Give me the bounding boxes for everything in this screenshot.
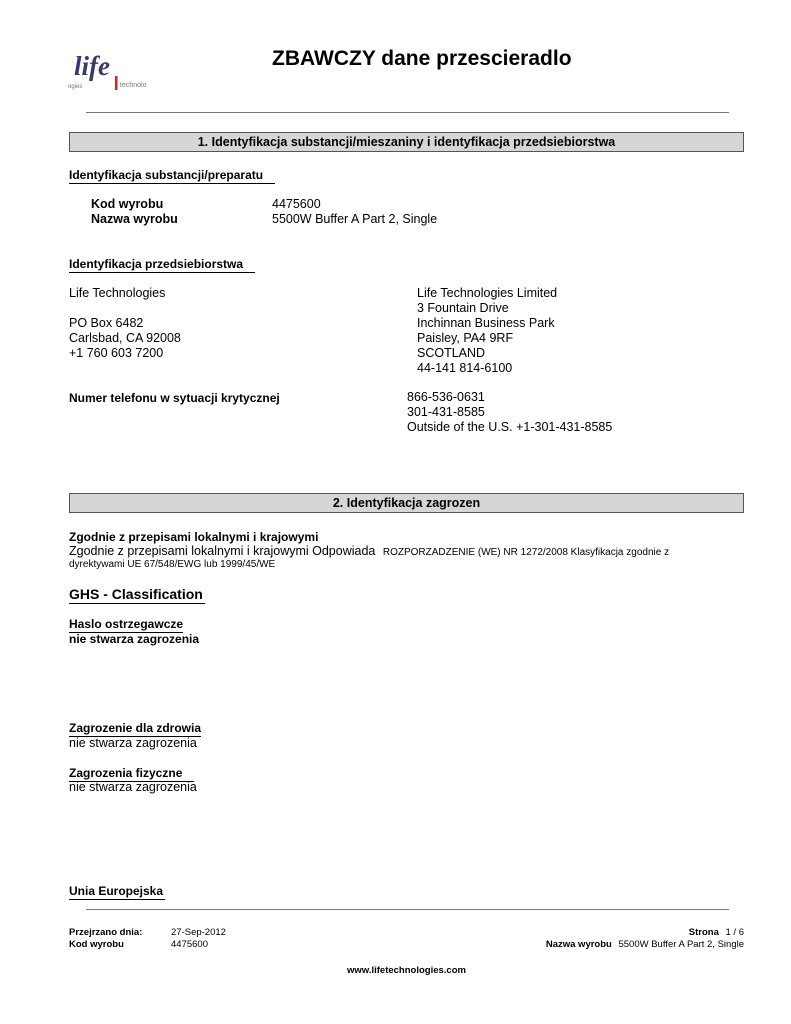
company-address-right xyxy=(417,286,557,376)
company-right-line: Inchinnan Business Park xyxy=(417,316,555,330)
company-left-line: +1 760 603 7200 xyxy=(69,346,164,360)
logo-sub-right: technolo xyxy=(120,82,147,89)
eu-heading: Unia Europejska xyxy=(69,884,164,898)
emergency-number: Outside of the U.S. +1-301-431-8585 xyxy=(407,420,613,434)
physical-hazard-heading: Zagrozenia fizyczne xyxy=(69,766,194,780)
footer-name-value: 5500W Buffer A Part 2, Single xyxy=(618,939,744,950)
emergency-phone-numbers xyxy=(407,390,612,435)
footer-divider xyxy=(86,909,729,910)
company-left-spacer xyxy=(69,301,181,316)
section1-heading: 1. Identyfikacja substancji/mieszaniny i identyfikacja przedsiebiorstwa xyxy=(69,132,744,152)
product-code-label: Kod wyrobu xyxy=(91,197,164,211)
footer-name-label: Nazwa wyrobu xyxy=(545,939,612,950)
footer-page-info xyxy=(689,927,744,939)
regulations-text: Zgodnie z przepisami lokalnymi i krajowymi Odpowiada ROZPORZADZENIE (WE) NR 1272/2008 Klasyfikacja zgodnie z xyxy=(69,544,670,558)
health-hazard-value: nie stwarza zagrozenia xyxy=(69,736,197,750)
company-left-line: Life Technologies xyxy=(69,286,166,300)
footer-page-value: 1 / 6 xyxy=(725,927,744,938)
regulations-heading: Zgodnie z przepisami lokalnymi i krajowymi xyxy=(69,530,319,544)
company-right-line: SCOTLAND xyxy=(417,346,486,360)
physical-hazard-value: nie stwarza zagrozenia xyxy=(69,780,197,794)
ghs-heading: GHS - Classification xyxy=(69,586,203,602)
substance-heading: Identyfikacja substancji/preparatu xyxy=(69,168,275,182)
footer-product-name xyxy=(546,939,744,951)
emergency-phone-label: Numer telefonu w sytuacji krytycznej xyxy=(69,391,280,405)
footer-revised-value: 27-Sep-2012 xyxy=(171,927,226,938)
company-right-line: 44-141 814-6100 xyxy=(417,361,513,375)
company-address-left xyxy=(69,286,181,361)
logo-word: life xyxy=(74,51,110,81)
product-code-value: 4475600 xyxy=(272,197,321,211)
signal-word-heading: Haslo ostrzegawcze xyxy=(69,617,184,631)
company-right-line: 3 Fountain Drive xyxy=(417,301,509,315)
regulations-text-line2: dyrektywami UE 67/548/EWG lub 1999/45/WE xyxy=(69,559,276,570)
section2-heading: 2. Identyfikacja zagrozen xyxy=(69,493,744,513)
company-left-line: PO Box 6482 xyxy=(69,316,144,330)
company-left-line: Carlsbad, CA 92008 xyxy=(69,331,181,345)
company-right-line: Life Technologies Limited xyxy=(417,286,558,300)
company-heading: Identyfikacja przedsiebiorstwa xyxy=(69,257,255,271)
emergency-number: 866-536-0631 xyxy=(407,390,485,404)
company-right-line: Paisley, PA4 9RF xyxy=(417,331,514,345)
footer-page-label: Strona xyxy=(688,927,719,938)
logo-sub-left: ogies xyxy=(68,84,83,90)
footer-revised-label: Przejrzano dnia: xyxy=(69,927,143,938)
product-name-value: 5500W Buffer A Part 2, Single xyxy=(272,212,438,226)
life-logo-icon xyxy=(68,50,158,94)
health-hazard-heading: Zagrozenie dla zdrowia xyxy=(69,721,202,735)
footer-code-label: Kod wyrobu xyxy=(69,939,124,950)
product-name-label: Nazwa wyrobu xyxy=(91,212,178,226)
signal-word-value: nie stwarza zagrozenia xyxy=(69,632,200,646)
document-title: ZBAWCZY dane przescieradlo xyxy=(272,47,572,70)
footer-code-value: 4475600 xyxy=(171,939,208,950)
company-logo xyxy=(68,50,158,94)
header-divider xyxy=(86,112,729,113)
emergency-number: 301-431-8585 xyxy=(407,405,485,419)
footer-website-link[interactable]: www.lifetechnologies.com xyxy=(347,965,466,976)
